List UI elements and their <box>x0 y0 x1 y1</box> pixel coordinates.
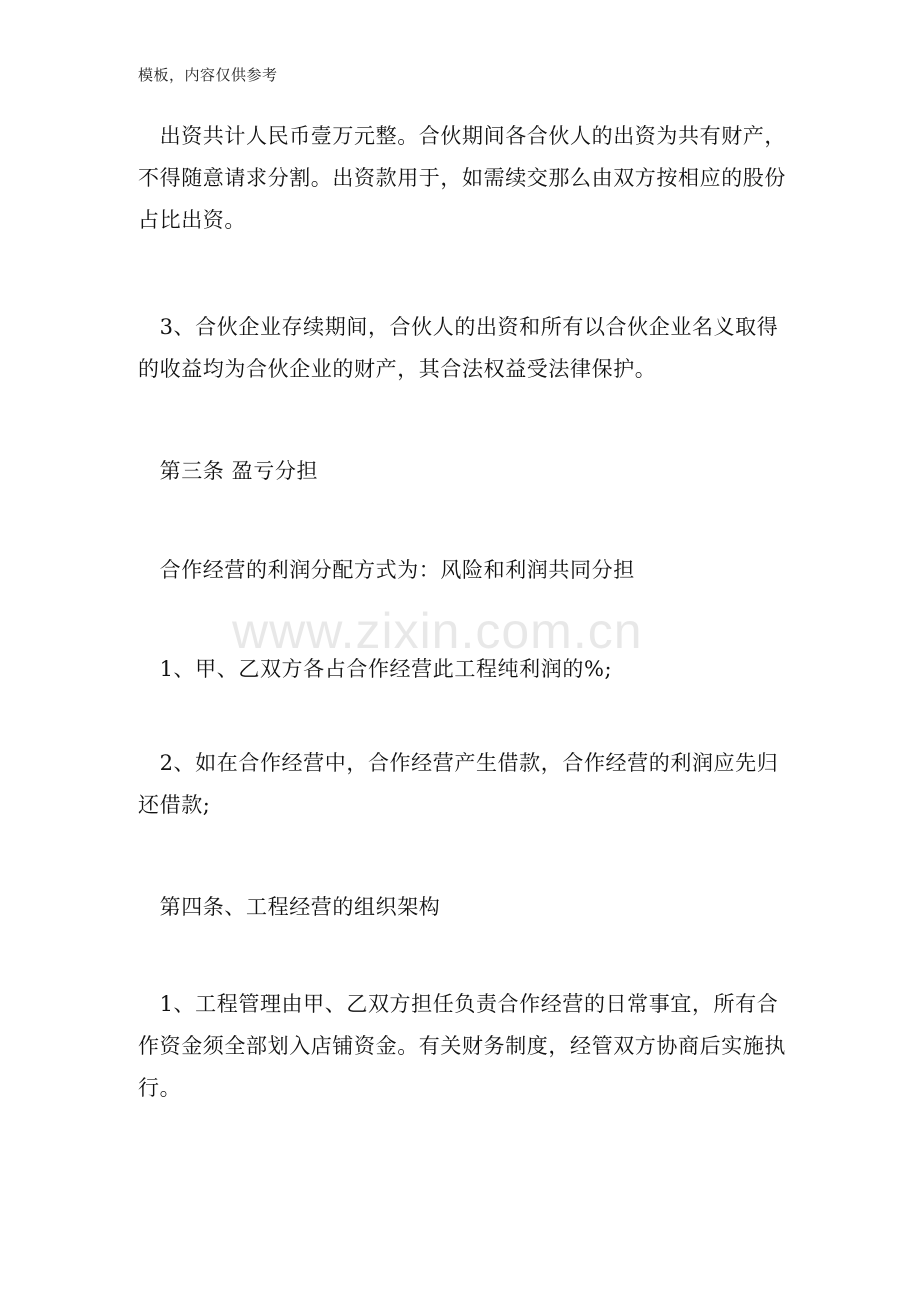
paragraph-profit-distribution: 合作经营的利润分配方式为：风险和利润共同分担 <box>138 558 635 582</box>
paragraph-partnership-assets: 3、合伙企业存续期间，合伙人的出资和所有以合伙企业名义取得的收益均为合伙企业的财产，其合法权益受法律保护。 <box>138 315 779 381</box>
site-watermark: www.zixin.com.cn <box>232 603 643 659</box>
list-item-project-management: 1、工程管理由甲、乙双方担任负责合作经营的日常事宜，所有合作资金须全部划入店铺资金。有关财务制度，经管双方协商后实施执行。 <box>138 992 786 1100</box>
template-notice: 模板，内容仅供参考 <box>138 66 278 84</box>
section-heading-article-3: 第三条 盈亏分担 <box>138 459 319 483</box>
section-heading-article-4: 第四条、工程经营的组织架构 <box>138 895 441 919</box>
paragraph-capital-contribution: 出资共计人民币壹万元整。合伙期间各合伙人的出资为共有财产，不得随意请求分割。出资款用于，如需续交那么由双方按相应的股份占比出资。 <box>138 124 786 232</box>
list-item-repay-loans: 2、如在合作经营中，合作经营产生借款，合作经营的利润应先归还借款; <box>138 751 779 817</box>
list-item-profit-share: 1、甲、乙双方各占合作经营此工程纯利润的%; <box>138 657 613 681</box>
